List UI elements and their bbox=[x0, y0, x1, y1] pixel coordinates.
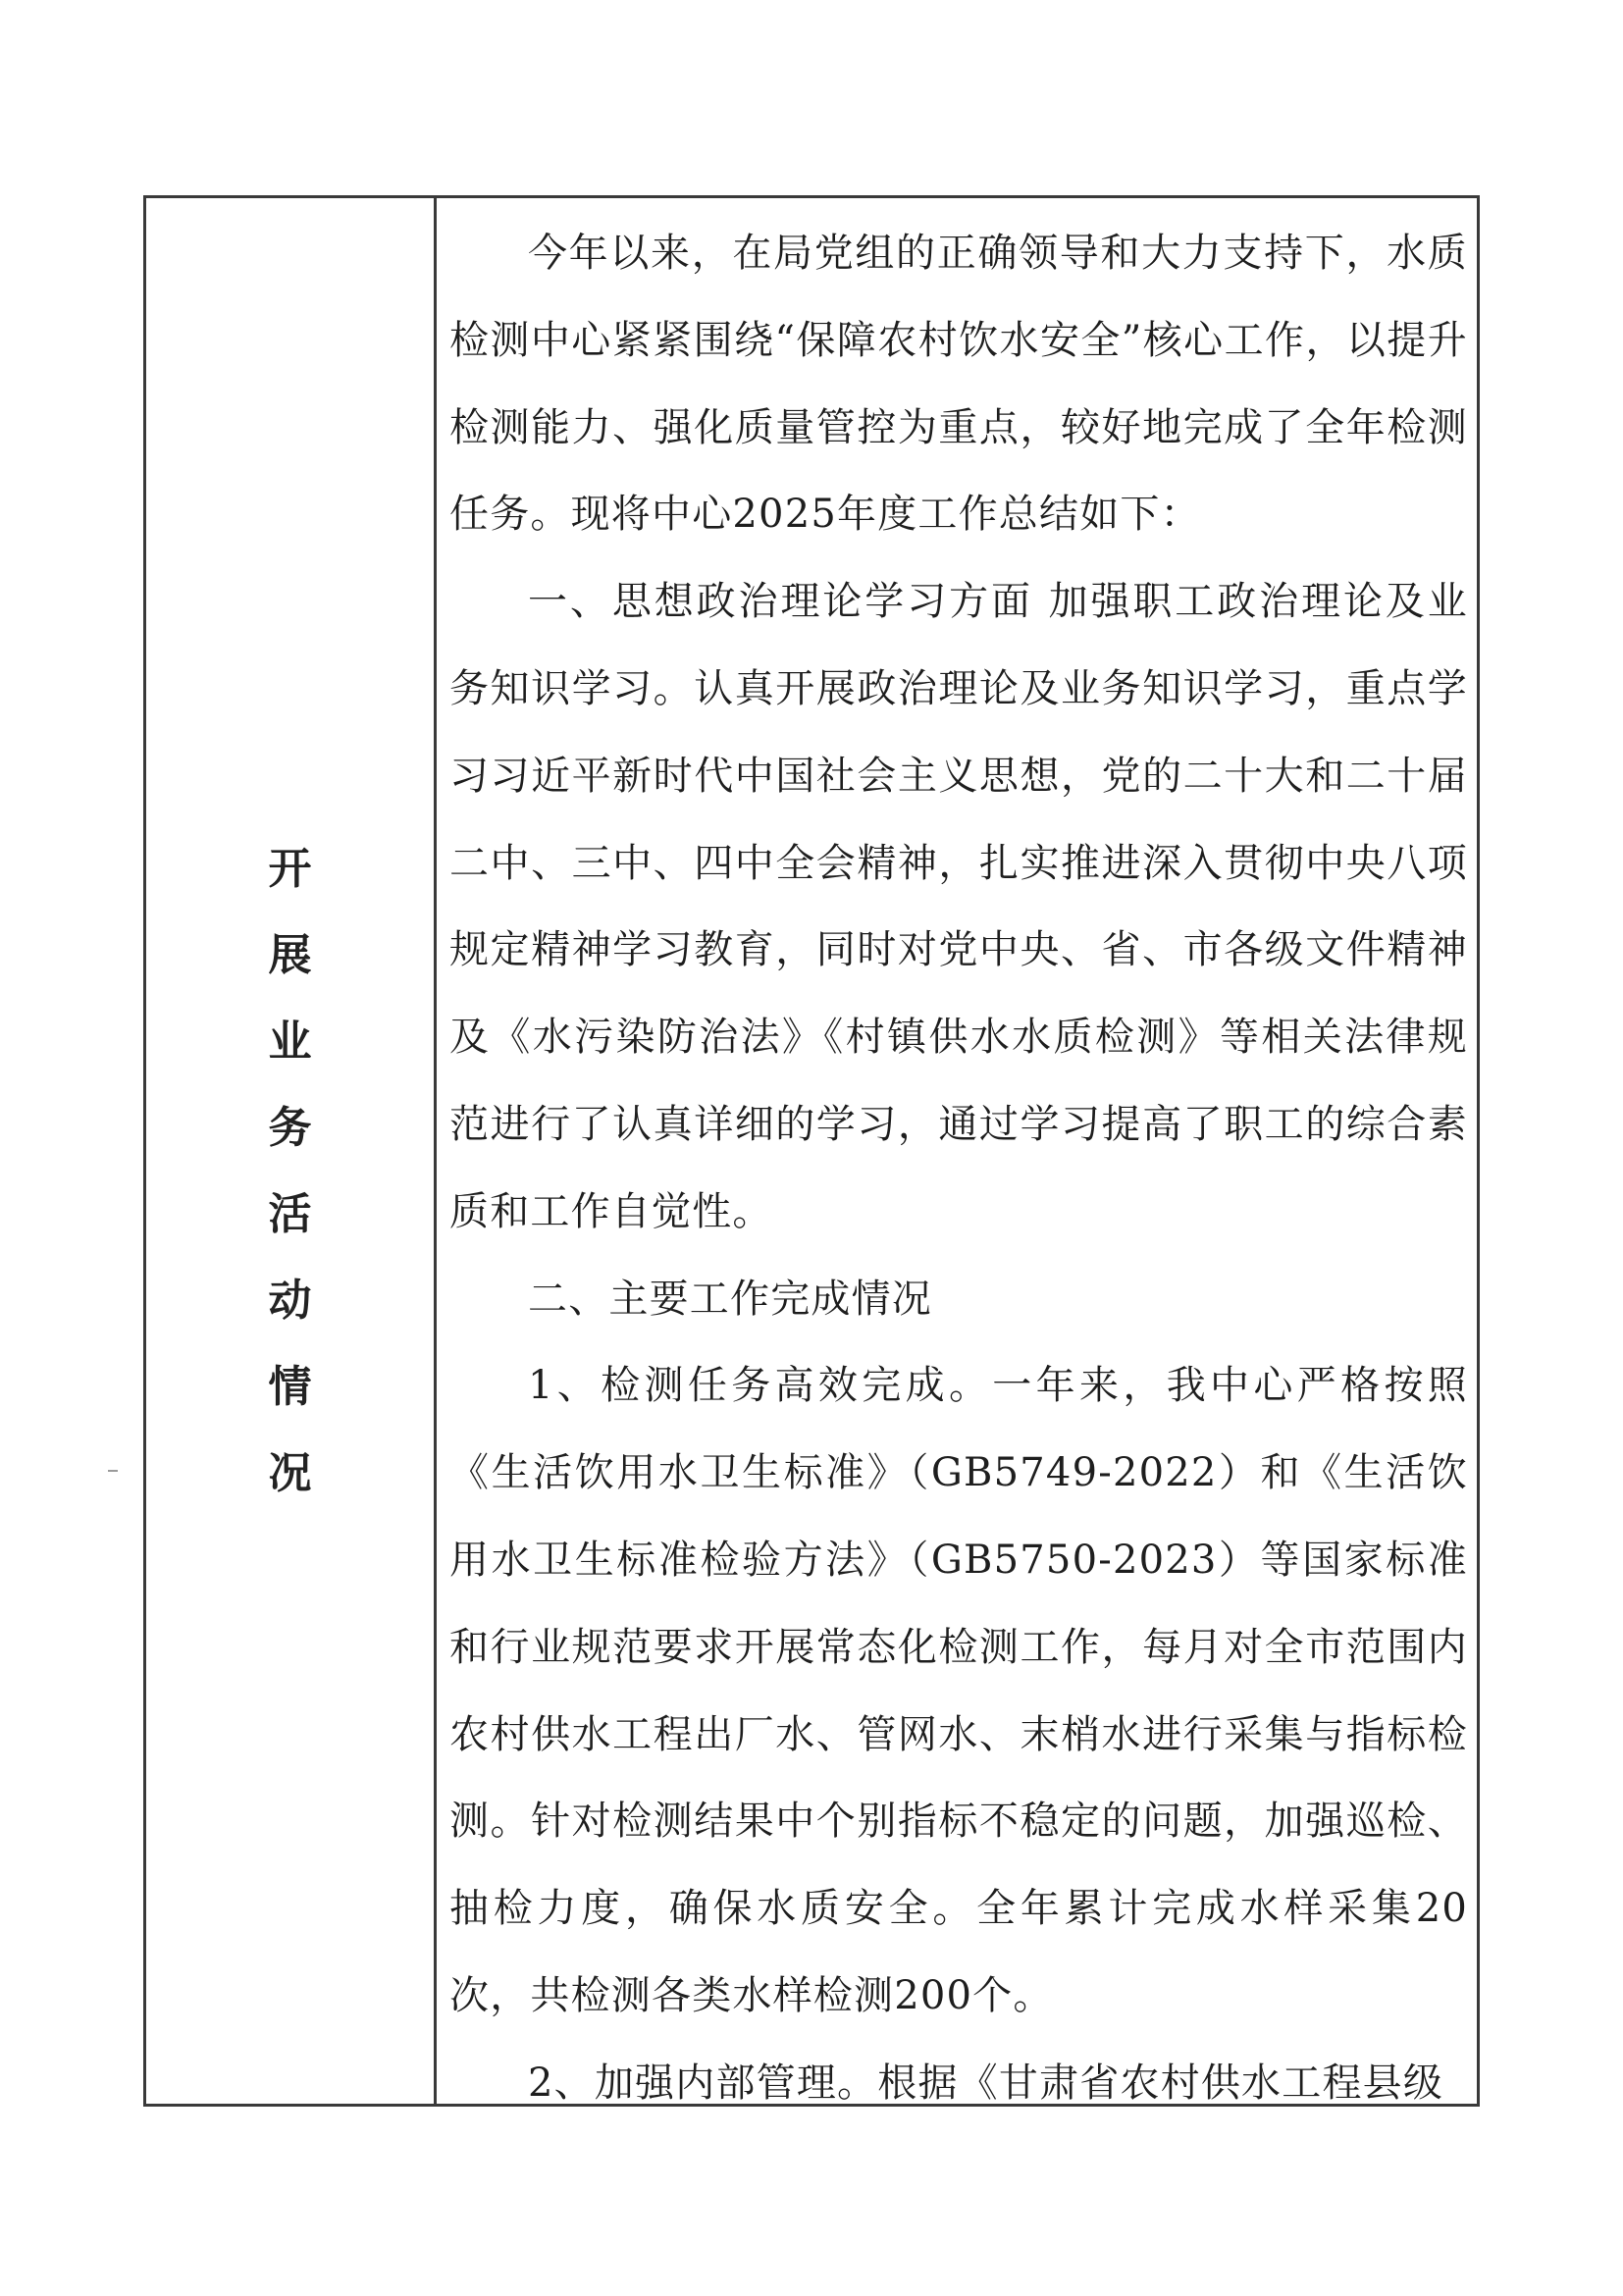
summary-content bbox=[449, 210, 1468, 2127]
testing-paragraph: 1、检测任务高效完成。一年来，我中心严格按照《生活饮用水卫生标准》（GB5749-2022）和《生活饮用水卫生标准检验方法》（GB5750-2023）等国家标准和行业规范要求开展常态化检测工作，每月对全市范围内农村供水工程出厂水、管网水、末梢水进行采集与指标检测。针对检测结果中个别指标不稳定的问题，加强巡检、抽检力度，确保水质安全。全年累计完成水样采集20次，共检测各类水样检测200个。 bbox=[449, 1363, 1468, 2018]
section-label-char: 业 bbox=[268, 1017, 312, 1067]
section-label-char: 活 bbox=[268, 1189, 312, 1239]
study-paragraph: 一、思想政治理论学习方面 加强职工政治理论及业务知识学习。认真开展政治理论及业务知识学习，重点学习习近平新时代中国社会主义思想，党的二十大和二十届二中、三中、四中全会精神，扎实推进深入贯彻中央八项规定精神学习教育，同时对党中央、省、市各级文件精神及《水污染防治法》《村镇供水水质检测》等相关法律规范进行了认真详细的学习，通过学习提高了职工的综合素质和工作自觉性。 bbox=[449, 579, 1468, 1234]
column-divider bbox=[434, 198, 437, 2104]
scan-mark bbox=[108, 1470, 118, 1472]
section-label-char: 务 bbox=[268, 1103, 312, 1153]
intro-paragraph: 今年以来，在局党组的正确领导和大力支持下，水质检测中心紧紧围绕“保障农村饮水安全”核心工作，以提升检测能力、强化质量管控为重点，较好地完成了全年检测任务。现将中心2025年度工作总结如下： bbox=[449, 231, 1468, 538]
section-heading: 二、主要工作完成情况 bbox=[528, 1276, 932, 1322]
section-label-char: 开 bbox=[268, 844, 312, 894]
management-paragraph: 2、加强内部管理。根据《甘肃省农村供水工程县级 bbox=[528, 2060, 1444, 2106]
section-label-char: 情 bbox=[268, 1362, 312, 1412]
section-label-vertical bbox=[146, 826, 434, 1517]
section-label-char: 况 bbox=[268, 1448, 312, 1498]
section-label-char: 动 bbox=[268, 1276, 312, 1326]
section-label-char: 展 bbox=[268, 930, 312, 980]
activity-form-table bbox=[143, 195, 1480, 2107]
